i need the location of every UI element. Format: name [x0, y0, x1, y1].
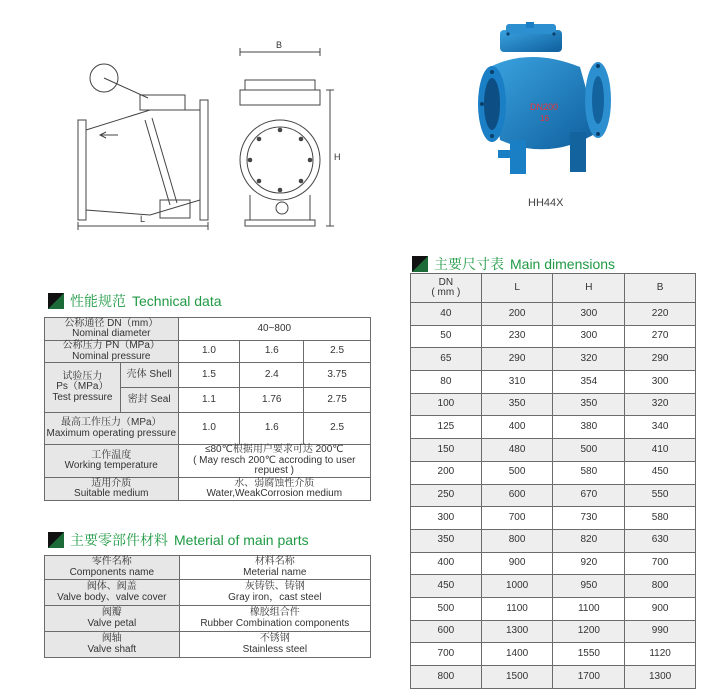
max-pressure-value: 1.6	[240, 413, 304, 445]
dims-cell-b: 580	[625, 507, 696, 530]
shell-value: 1.5	[178, 363, 240, 388]
dims-cell-l: 480	[481, 439, 553, 462]
dims-cell-h: 500	[553, 439, 625, 462]
parts-section-title	[48, 530, 309, 550]
dims-cell-h: 320	[553, 348, 625, 371]
dims-cell-l: 1300	[481, 620, 553, 643]
seal-value: 1.1	[178, 388, 240, 413]
dims-cell-dn: 65	[411, 348, 482, 371]
dims-header-l: L	[481, 274, 553, 303]
dims-cell-h: 1550	[553, 643, 625, 666]
dims-cell-dn: 150	[411, 439, 482, 462]
dims-cell-b: 270	[625, 325, 696, 348]
medium-label: 适用介质 Suitable medium	[45, 478, 179, 501]
dims-cell-l: 600	[481, 484, 553, 507]
dims-cell-dn: 400	[411, 552, 482, 575]
dims-cell-dn: 40	[411, 303, 482, 326]
dims-cell-h: 300	[553, 325, 625, 348]
dims-cell-h: 580	[553, 461, 625, 484]
dims-cell-b: 300	[625, 371, 696, 394]
dims-cell-dn: 350	[411, 529, 482, 552]
dims-cell-l: 800	[481, 529, 553, 552]
dims-row	[411, 575, 696, 598]
dims-row	[411, 348, 696, 371]
dims-cell-dn: 100	[411, 393, 482, 416]
pn-label: 公称压力 PN（MPa） Nominal pressure	[45, 341, 179, 363]
technical-section-title	[48, 291, 222, 311]
dims-row	[411, 529, 696, 552]
test-pressure-label: 试验压力 Ps（MPa） Test pressure	[45, 363, 121, 413]
temperature-label: 工作温度 Working temperature	[45, 445, 179, 478]
dims-cell-l: 310	[481, 371, 553, 394]
parts-title-zh: 主要零部件材料	[70, 533, 168, 549]
dims-cell-l: 500	[481, 461, 553, 484]
dims-cell-l: 350	[481, 393, 553, 416]
dims-cell-h: 1100	[553, 597, 625, 620]
dims-cell-l: 1400	[481, 643, 553, 666]
dn-label: 公称通径 DN（mm） Nominal diameter	[45, 318, 179, 341]
parts-table	[44, 555, 371, 658]
dims-cell-dn: 300	[411, 507, 482, 530]
dims-row	[411, 325, 696, 348]
dims-cell-l: 1000	[481, 575, 553, 598]
dims-cell-b: 800	[625, 575, 696, 598]
dims-cell-l: 290	[481, 348, 553, 371]
dims-cell-dn: 600	[411, 620, 482, 643]
dims-cell-l: 1500	[481, 666, 553, 689]
dims-cell-l: 1100	[481, 597, 553, 620]
section-marker-icon	[48, 293, 64, 309]
dimensions-section-title	[412, 254, 615, 274]
parts-title-en: Meterial of main parts	[174, 532, 309, 548]
nameplate-sub-text: 16	[540, 114, 549, 123]
dims-cell-l: 700	[481, 507, 553, 530]
part-material: 不锈钢 Stainless steel	[179, 632, 370, 658]
dims-cell-dn: 700	[411, 643, 482, 666]
dims-cell-h: 1700	[553, 666, 625, 689]
dims-cell-b: 990	[625, 620, 696, 643]
dims-cell-dn: 800	[411, 666, 482, 689]
dims-cell-dn: 450	[411, 575, 482, 598]
dims-cell-l: 400	[481, 416, 553, 439]
dimensions-table	[410, 273, 696, 689]
shell-value: 3.75	[304, 363, 371, 388]
dims-cell-b: 410	[625, 439, 696, 462]
dims-header-dn: DN ( mm )	[411, 274, 482, 303]
dims-cell-b: 290	[625, 348, 696, 371]
dims-cell-h: 354	[553, 371, 625, 394]
dims-row	[411, 643, 696, 666]
temperature-value: ≤80℃根据用户要求可达 200℃ ( May resch 200℃ accroding to user repuest )	[178, 445, 370, 478]
dim-label-b: B	[276, 40, 283, 50]
dims-row	[411, 393, 696, 416]
dims-cell-h: 350	[553, 393, 625, 416]
parts-header-material: 材料名称 Meterial name	[179, 556, 370, 580]
dims-cell-h: 820	[553, 529, 625, 552]
max-pressure-value: 2.5	[304, 413, 371, 445]
dims-row	[411, 439, 696, 462]
section-marker-icon	[412, 256, 428, 272]
pn-value: 1.0	[178, 341, 240, 363]
max-pressure-value: 1.0	[178, 413, 240, 445]
model-caption: HH44X	[528, 197, 564, 209]
dn-value: 40~800	[178, 318, 370, 341]
dims-cell-h: 920	[553, 552, 625, 575]
part-name: 阀体、阀盖 Valve body、valve cover	[45, 580, 180, 606]
dims-cell-h: 950	[553, 575, 625, 598]
dims-cell-h: 730	[553, 507, 625, 530]
dims-cell-dn: 500	[411, 597, 482, 620]
dims-row	[411, 620, 696, 643]
dims-row	[411, 371, 696, 394]
dims-cell-dn: 80	[411, 371, 482, 394]
dims-cell-b: 320	[625, 393, 696, 416]
part-name: 阀轴 Valve shaft	[45, 632, 180, 658]
part-name: 阀瓣 Valve petal	[45, 606, 180, 632]
dims-header-h: H	[553, 274, 625, 303]
seal-value: 1.76	[240, 388, 304, 413]
dims-row	[411, 416, 696, 439]
parts-header-name: 零件名称 Components name	[45, 556, 180, 580]
dim-label-h: H	[334, 152, 340, 162]
dimensions-title-en: Main dimensions	[510, 256, 616, 272]
valve-product-photo	[470, 22, 620, 187]
valve-technical-drawing	[70, 40, 340, 240]
part-material: 灰铸铁、铸钢 Gray iron，cast steel	[179, 580, 370, 606]
medium-value: 水、弱腐蚀性介质 Water,WeakCorrosion medium	[178, 478, 370, 501]
nameplate-text: DN200	[530, 102, 559, 112]
dims-cell-dn: 125	[411, 416, 482, 439]
technical-data-table	[44, 317, 371, 501]
dims-cell-b: 550	[625, 484, 696, 507]
section-marker-icon	[48, 532, 64, 548]
dims-cell-b: 340	[625, 416, 696, 439]
pn-value: 2.5	[304, 341, 371, 363]
technical-title-zh: 性能规范	[70, 294, 126, 310]
dimensions-title-zh: 主要尺寸表	[434, 257, 504, 273]
dims-row	[411, 597, 696, 620]
shell-label: 壳体 Shell	[120, 363, 178, 388]
dims-cell-b: 900	[625, 597, 696, 620]
dims-cell-l: 230	[481, 325, 553, 348]
part-material: 橡胶组合件 Rubber Combination components	[179, 606, 370, 632]
dims-cell-b: 1300	[625, 666, 696, 689]
shell-value: 2.4	[240, 363, 304, 388]
dims-cell-dn: 50	[411, 325, 482, 348]
dims-cell-h: 1200	[553, 620, 625, 643]
dims-cell-h: 380	[553, 416, 625, 439]
technical-title-en: Technical data	[132, 293, 222, 309]
dims-cell-b: 700	[625, 552, 696, 575]
seal-label: 密封 Seal	[120, 388, 178, 413]
max-pressure-label: 最高工作压力（MPa） Maximum operating pressure	[45, 413, 179, 445]
dims-cell-l: 200	[481, 303, 553, 326]
dims-cell-b: 450	[625, 461, 696, 484]
dims-cell-l: 900	[481, 552, 553, 575]
dims-cell-h: 300	[553, 303, 625, 326]
dims-header-b: B	[625, 274, 696, 303]
dims-cell-dn: 250	[411, 484, 482, 507]
dims-cell-b: 220	[625, 303, 696, 326]
dims-cell-b: 1120	[625, 643, 696, 666]
dim-label-l: L	[140, 214, 146, 224]
dims-cell-dn: 200	[411, 461, 482, 484]
dims-row	[411, 552, 696, 575]
dims-row	[411, 507, 696, 530]
dims-row	[411, 461, 696, 484]
dims-row	[411, 666, 696, 689]
seal-value: 2.75	[304, 388, 371, 413]
dims-row	[411, 303, 696, 326]
pn-value: 1.6	[240, 341, 304, 363]
dims-cell-b: 630	[625, 529, 696, 552]
dims-row	[411, 484, 696, 507]
dims-cell-h: 670	[553, 484, 625, 507]
